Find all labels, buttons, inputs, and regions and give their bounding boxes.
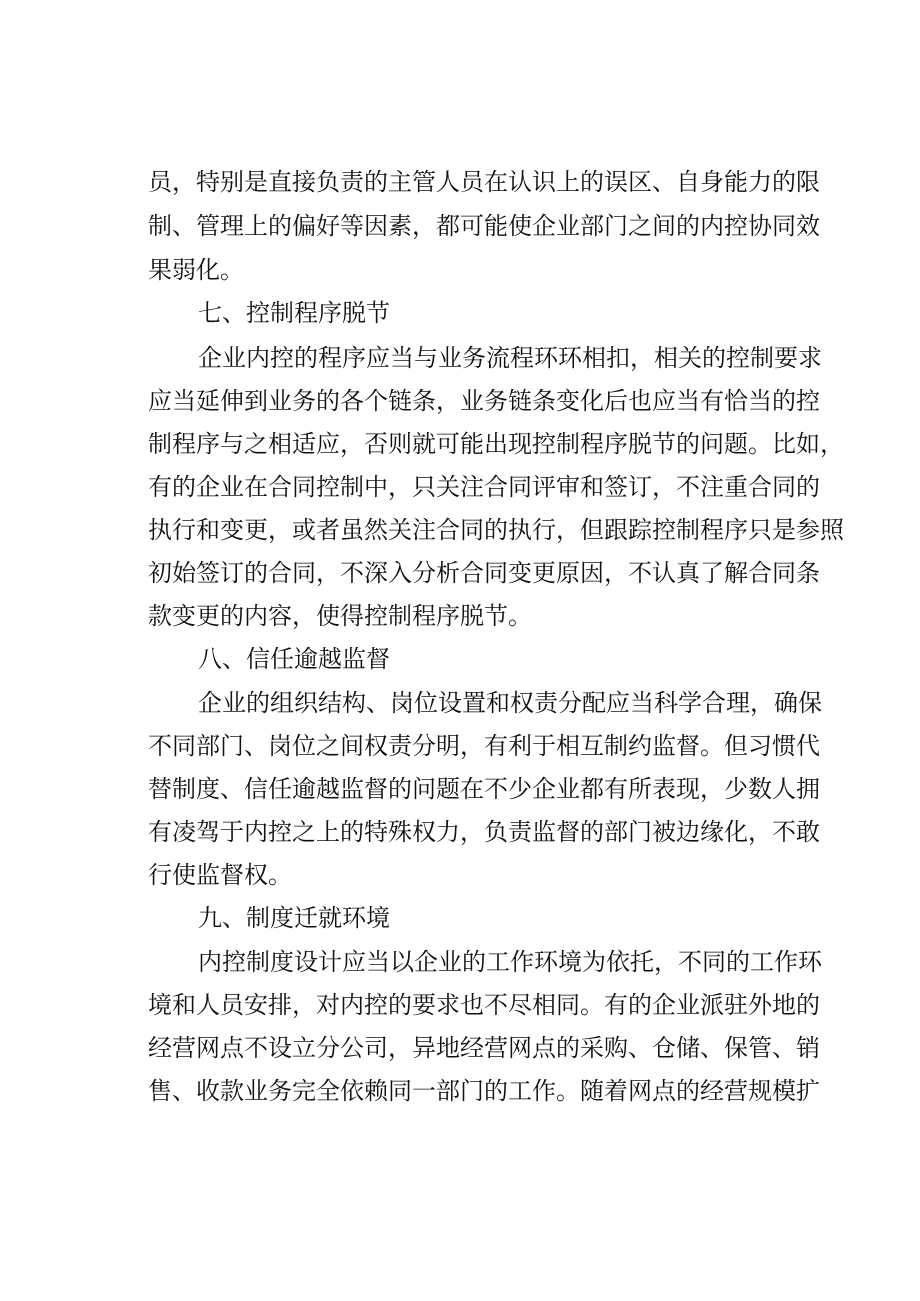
paragraph-line: 企业的组织结构、岗位设置和权责分配应当科学合理，确保 <box>198 689 822 717</box>
paragraph-line: 企业内控的程序应当与业务流程环环相扣，相关的控制要求 <box>198 344 822 372</box>
section-heading-9: 九、制度迁就环境 <box>198 904 390 932</box>
paragraph-line: 经营网点不设立分公司，异地经营网点的采购、仓储、保管、销 <box>148 1034 820 1062</box>
paragraph-line: 售、收款业务完全依赖同一部门的工作。随着网点的经营规模扩 <box>148 1077 820 1105</box>
paragraph-line: 应当延伸到业务的各个链条，业务链条变化后也应当有恰当的控 <box>148 387 820 415</box>
section-heading-7: 七、控制程序脱节 <box>198 299 390 327</box>
section-heading-8: 八、信任逾越监督 <box>198 645 390 673</box>
paragraph-line: 不同部门、岗位之间权责分明，有利于相互制约监督。但习惯代 <box>148 732 820 760</box>
paragraph-line: 初始签订的合同，不深入分析合同变更原因，不认真了解合同条 <box>148 559 820 587</box>
paragraph-line: 境和人员安排，对内控的要求也不尽相同。有的企业派驻外地的 <box>148 991 820 1019</box>
paragraph-line: 款变更的内容，使得控制程序脱节。 <box>148 602 532 630</box>
paragraph-line: 果弱化。 <box>148 256 244 284</box>
paragraph-line: 制程序与之相适应，否则就可能出现控制程序脱节的问题。比如， <box>148 430 844 458</box>
paragraph-line: 制、管理上的偏好等因素，都可能使企业部门之间的内控协同效 <box>148 212 820 240</box>
paragraph-line: 内控制度设计应当以企业的工作环境为依托，不同的工作环 <box>198 948 822 976</box>
paragraph-line: 行使监督权。 <box>148 861 292 889</box>
paragraph-line: 有的企业在合同控制中，只关注合同评审和签订，不注重合同的 <box>148 473 820 501</box>
paragraph-line: 替制度、信任逾越监督的问题在不少企业都有所表现，少数人拥 <box>148 775 820 803</box>
paragraph-line: 有凌驾于内控之上的特殊权力，负责监督的部门被边缘化，不敢 <box>148 818 820 846</box>
paragraph-line: 执行和变更，或者虽然关注合同的执行，但跟踪控制程序只是参照 <box>148 516 844 544</box>
paragraph-line: 员，特别是直接负责的主管人员在认识上的误区、自身能力的限 <box>148 168 820 196</box>
